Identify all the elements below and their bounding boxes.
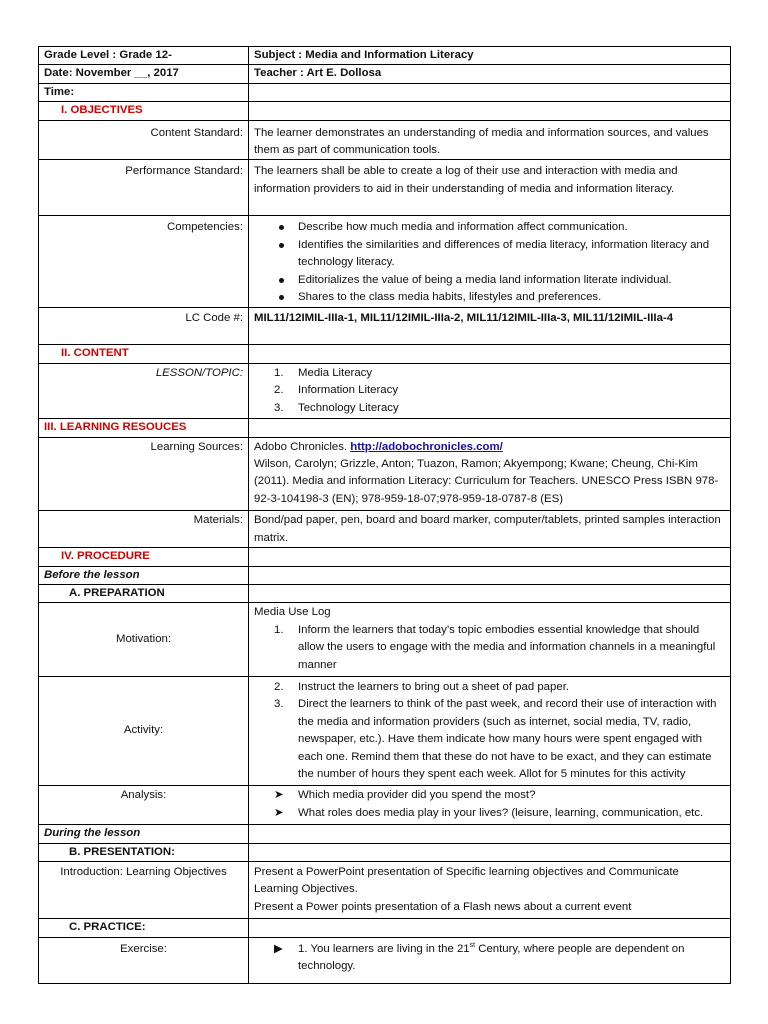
- exercise-text: 1. You learners are living in the 21: [298, 942, 470, 955]
- practice-row: [39, 919, 731, 937]
- introduction-label: Introduction: Learning Objectives: [39, 862, 249, 919]
- exercise-text-end: Century, where people are dependent on technology.: [298, 942, 685, 973]
- introduction-line: Present a PowerPoint presentation of Specific learning objectives and Communicate Learning Objectives.: [254, 866, 679, 896]
- empty-cell: [249, 584, 731, 602]
- introduction-row: [39, 862, 731, 919]
- list-number: 3.: [274, 698, 284, 711]
- topic-text: Information Literacy: [298, 384, 399, 397]
- header-row-1: [39, 47, 731, 65]
- procedure-heading: IV. PROCEDURE: [39, 548, 249, 566]
- during-lesson-row: [39, 825, 731, 843]
- empty-cell: [249, 419, 731, 437]
- activity-text: Direct the learners to think of the past week, and record their use of interaction with the media and information providers (such as internet, social media, TV, radio, newspaper, etc.). Have them indicate how many hours were spent engaged with each one. Remind them that these do not have to be exact, and they can estimate the number of hours they spent each week. Allot for 5 minutes for this activity: [298, 698, 717, 780]
- header-row-3: [39, 83, 731, 101]
- analysis-text: Which media provider did you spend the most?: [298, 789, 536, 802]
- bullet-icon: [279, 295, 284, 300]
- lc-code-label: LC Code #:: [39, 308, 249, 345]
- performance-standard-row: [39, 160, 731, 216]
- lc-code-row: [39, 308, 731, 345]
- analysis-cell: [249, 786, 731, 825]
- content-standard-text: The learner demonstrates an understanding of media and information sources, and values them as part of communication tools.: [249, 120, 731, 160]
- source-reference: Wilson, Carolyn; Grizzle, Anton; Tuazon, Ramon; Akyempong; Kwane; Cheung, Chi-Kim (2011). Media and information Literacy: Curriculum for Teachers. UNESCO Press ISBN 978-92-3-104198-3 (EN); 978-959-18-07;978-959-18-0787-8 (ES): [254, 457, 719, 505]
- list-item: [254, 289, 725, 306]
- activity-row: [39, 676, 731, 785]
- list-number: 1.: [274, 623, 284, 636]
- materials-label: Materials:: [39, 511, 249, 548]
- materials-text: Bond/pad paper, pen, board and board marker, computer/tablets, printed samples interaction matrix.: [249, 511, 731, 548]
- competency-text: Identifies the similarities and differences of media literacy, information literacy and technology literacy.: [298, 238, 710, 269]
- empty-cell: [249, 566, 731, 584]
- list-number: 2.: [274, 680, 284, 693]
- motivation-list: [254, 622, 725, 674]
- analysis-label: Analysis:: [39, 786, 249, 825]
- resources-heading: III. LEARNING RESOUCES: [39, 419, 249, 437]
- list-item: [254, 787, 725, 804]
- list-item: [254, 237, 725, 272]
- competency-text: Editorializes the value of being a media land information literate individual.: [298, 273, 672, 286]
- content-standard-label: Content Standard:: [39, 120, 249, 160]
- presentation-row: [39, 843, 731, 861]
- competency-text: Describe how much media and information affect communication.: [298, 221, 628, 234]
- learning-sources-row: [39, 437, 731, 511]
- analysis-list: [254, 787, 725, 822]
- motivation-label: Motivation:: [39, 603, 249, 677]
- subject: Subject : Media and Information Literacy: [249, 47, 731, 65]
- materials-row: [39, 511, 731, 548]
- competencies-label: Competencies:: [39, 216, 249, 308]
- bullet-icon: [279, 225, 284, 230]
- before-lesson-row: [39, 566, 731, 584]
- list-item: [254, 941, 725, 976]
- analysis-text: What roles does media play in your lives? (leisure, learning, communication, etc.: [298, 806, 704, 819]
- bullet-icon: [279, 278, 284, 283]
- time-value: [249, 83, 731, 101]
- topic-text: Technology Literacy: [298, 401, 399, 414]
- motivation-row: [39, 603, 731, 677]
- introduction-line: Present a Power points presentation of a Flash news about a current event: [254, 900, 632, 913]
- topic-text: Media Literacy: [298, 366, 373, 379]
- analysis-row: [39, 786, 731, 825]
- bullet-icon: [279, 243, 284, 248]
- competency-text: Shares to the class media habits, lifestyles and preferences.: [298, 291, 602, 304]
- procedure-heading-row: [39, 548, 731, 566]
- objectives-heading-row: [39, 102, 731, 120]
- list-item: [254, 365, 725, 382]
- list-item: [254, 622, 725, 674]
- preparation-label: A. PREPARATION: [39, 584, 249, 602]
- empty-cell: [249, 825, 731, 843]
- teacher: Teacher : Art E. Dollosa: [249, 65, 731, 83]
- competencies-row: [39, 216, 731, 308]
- preparation-row: [39, 584, 731, 602]
- motivation-title: Media Use Log: [254, 606, 331, 619]
- objectives-heading: I. OBJECTIVES: [39, 102, 249, 120]
- practice-label: C. PRACTICE:: [39, 919, 249, 937]
- date: Date: November __, 2017: [39, 65, 249, 83]
- performance-standard-text: The learners shall be able to create a log of their use and interaction with media and information providers to aid in their understanding of media and information literacy.: [249, 160, 731, 216]
- exercise-label: Exercise:: [39, 937, 249, 983]
- competencies-list: [254, 219, 725, 306]
- source-line: [254, 439, 725, 456]
- motivation-cell: [249, 603, 731, 677]
- content-standard-row: [39, 120, 731, 160]
- lesson-plan-sheet: [38, 46, 730, 984]
- content-heading-row: [39, 345, 731, 363]
- list-number: 2.: [274, 384, 284, 397]
- list-item: [254, 219, 725, 236]
- lc-code-text: MIL11/12IMIL-IIIa-1, MIL11/12IMIL-IIIa-2, MIL11/12IMIL-IIIa-3, MIL11/12IMIL-IIIa-4: [249, 308, 731, 345]
- exercise-list: [254, 941, 725, 976]
- competencies-cell: [249, 216, 731, 308]
- exercise-cell: [249, 937, 731, 983]
- learning-sources-label: Learning Sources:: [39, 437, 249, 511]
- learning-sources-cell: [249, 437, 731, 511]
- topics-cell: [249, 363, 731, 418]
- resources-heading-row: [39, 419, 731, 437]
- introduction-cell: [249, 862, 731, 919]
- lesson-topic-row: [39, 363, 731, 418]
- empty-cell: [249, 102, 731, 120]
- time: Time:: [39, 83, 249, 101]
- lesson-topic-label: LESSON/TOPIC:: [39, 363, 249, 418]
- topics-list: [254, 365, 725, 417]
- header-row-2: [39, 65, 731, 83]
- exercise-superscript: st: [469, 941, 476, 949]
- empty-cell: [249, 843, 731, 861]
- arrow-bullet-icon: ➤: [274, 789, 284, 802]
- activity-cell: [249, 676, 731, 785]
- triangle-bullet-icon: ▶: [274, 942, 283, 955]
- exercise-row: [39, 937, 731, 983]
- arrow-bullet-icon: ➤: [274, 806, 284, 819]
- during-lesson-label: During the lesson: [39, 825, 249, 843]
- list-item: [254, 400, 725, 417]
- list-item: [254, 696, 725, 783]
- empty-cell: [249, 345, 731, 363]
- source-prefix: Adobo Chronicles.: [254, 440, 351, 453]
- list-number: 1.: [274, 366, 284, 379]
- empty-cell: [249, 548, 731, 566]
- activity-list: [254, 679, 725, 783]
- performance-standard-label: Performance Standard:: [39, 160, 249, 216]
- list-item: [254, 382, 725, 399]
- list-item: [254, 272, 725, 289]
- list-item: [254, 805, 725, 822]
- activity-text: Instruct the learners to bring out a sheet of pad paper.: [298, 680, 570, 693]
- lesson-plan-table: [38, 46, 731, 984]
- presentation-label: B. PRESENTATION:: [39, 843, 249, 861]
- list-number: 3.: [274, 401, 284, 414]
- source-link[interactable]: http://adobochronicles.com/: [350, 440, 503, 453]
- motivation-text: Inform the learners that today’s topic embodies essential knowledge that should allow the users to engage with the media and information channels in a meaningful manner: [298, 623, 716, 671]
- activity-label: Activity:: [39, 676, 249, 785]
- grade-level: Grade Level : Grade 12-: [39, 47, 249, 65]
- empty-cell: [249, 919, 731, 937]
- before-lesson-label: Before the lesson: [39, 566, 249, 584]
- list-item: [254, 679, 725, 696]
- content-heading: II. CONTENT: [39, 345, 249, 363]
